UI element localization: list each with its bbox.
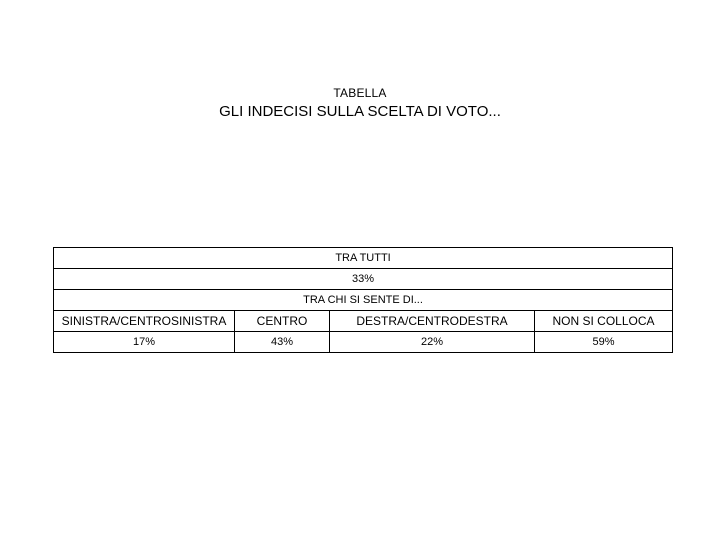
table-row-tra-chi-label xyxy=(54,290,673,311)
table-row-values xyxy=(54,332,673,353)
table-row-tra-tutti-label xyxy=(54,248,673,269)
value-non-si-colloca: 59% xyxy=(535,332,673,353)
table-subtitle: TABELLA xyxy=(333,86,387,100)
value-sinistra: 17% xyxy=(54,332,235,353)
tra-tutti-label: TRA TUTTI xyxy=(54,248,673,269)
column-header-destra: DESTRA/CENTRODESTRA xyxy=(330,311,535,332)
column-header-centro: CENTRO xyxy=(235,311,330,332)
value-centro: 43% xyxy=(235,332,330,353)
indecisi-table xyxy=(53,247,673,353)
column-header-sinistra: SINISTRA/CENTROSINISTRA xyxy=(54,311,235,332)
column-header-non-si-colloca: NON SI COLLOCA xyxy=(535,311,673,332)
tra-tutti-value: 33% xyxy=(54,269,673,290)
table-row-tra-tutti-value xyxy=(54,269,673,290)
value-destra: 22% xyxy=(330,332,535,353)
table-title: GLI INDECISI SULLA SCELTA DI VOTO... xyxy=(219,103,501,120)
table-row-column-headers xyxy=(54,311,673,332)
tra-chi-si-sente-label: TRA CHI SI SENTE DI... xyxy=(54,290,673,311)
